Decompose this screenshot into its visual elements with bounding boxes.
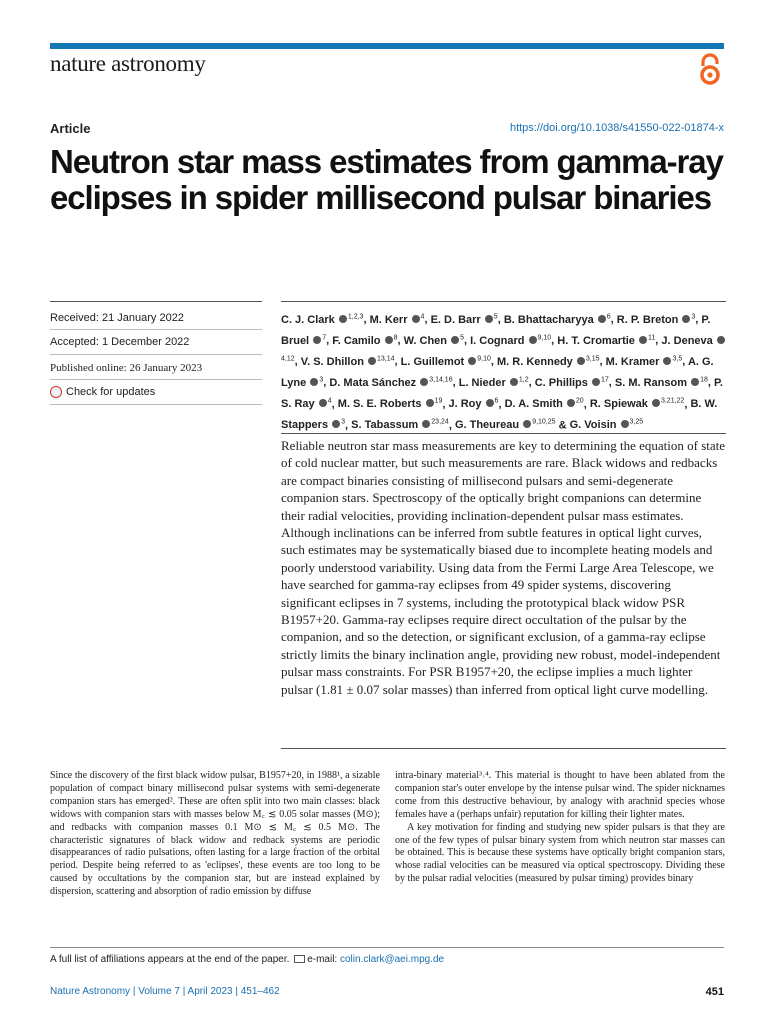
orcid-icon[interactable] [523,420,531,428]
affiliation-superscript: 11 [648,334,656,342]
footer-pages: 451–462 [240,986,280,997]
affiliation-superscript: 4,12 [281,355,295,363]
body-column-2 [395,770,725,886]
author-label: G. Theureau [454,419,520,432]
orcid-icon[interactable] [451,336,459,344]
affiliation-superscript: 17 [600,376,609,384]
author-name[interactable] [401,356,491,368]
divider [281,748,726,749]
author-name[interactable] [470,335,551,347]
author-label: J. Roy [448,398,482,411]
author-name[interactable] [404,335,464,347]
author-label: V. S. Dhillon [300,355,364,368]
page-number: 451 [705,986,724,998]
author-label: E. D. Barr [430,313,481,326]
divider [50,947,724,948]
affiliation-superscript: 8 [393,334,398,342]
author-label: D. A. Smith [504,398,563,411]
check-updates-icon [50,386,62,398]
divider [50,379,262,380]
received-date: Received: 21 January 2022 [50,312,184,324]
affiliation-superscript: 20 [575,397,584,405]
author-name[interactable] [332,335,397,347]
orcid-icon[interactable] [567,399,575,407]
author-label: M. S. E. Roberts [337,398,422,411]
orcid-icon[interactable] [682,315,690,323]
author-name[interactable] [338,398,443,410]
orcid-icon[interactable] [422,420,430,428]
author-label: W. Chen [403,334,447,347]
author-label: H. T. Cromartie [557,334,635,347]
divider [281,433,726,434]
orcid-icon[interactable] [339,315,347,323]
divider [50,329,262,330]
author-label: B. Bhattacharyya [503,313,594,326]
body-paragraph: intra-binary material³˒⁴. This material is thought to have been ablated from the companion star's outer envelope by the intense pulsar wind. The spider nicknames come from this destructive behaviour, by analogy with arachnid species whose females have a (perhaps unfair) reputation for killing their lighter mates. [395,770,725,820]
orcid-icon[interactable] [385,336,393,344]
affiliation-superscript: 9,10,25 [532,418,556,426]
author-name[interactable] [351,419,449,431]
author-name[interactable] [590,398,685,410]
orcid-icon[interactable] [426,399,434,407]
affiliation-superscript: 23,24 [431,418,449,426]
orcid-icon[interactable] [368,357,376,365]
orcid-icon[interactable] [598,315,606,323]
author-label: C. Phillips [534,377,588,390]
affiliation-superscript: 3,5 [672,355,683,363]
orcid-icon[interactable] [510,378,518,386]
author-name[interactable] [615,377,708,389]
author-label: S. M. Ransom [614,377,688,390]
author-label: D. Mata Sánchez [329,377,417,390]
affiliation-superscript: 1,2,3 [347,313,364,320]
doi-link[interactable]: https://doi.org/10.1038/s41550-022-01874-x [509,122,724,134]
orcid-icon[interactable] [577,357,585,365]
article-title: Neutron star mass estimates from gamma-ray eclipses in spider millisecond pulsar binaries [50,143,723,216]
affiliation-superscript: 6 [494,397,499,405]
orcid-icon[interactable] [486,399,494,407]
author-label: I. Cognard [470,334,525,347]
affiliation-superscript: 1,2 [518,376,529,384]
affiliation-superscript: 5 [493,313,498,320]
orcid-icon[interactable] [592,378,600,386]
footer-volume: Volume 7 [138,986,180,997]
author-label: J. Deneva [661,334,713,347]
author-label: C. J. Clark [281,313,335,326]
divider [50,301,262,302]
author-label: R. Spiewak [589,398,648,411]
accepted-date: Accepted: 1 December 2022 [50,336,190,348]
published-date: Published online: 26 January 2023 [50,362,203,374]
affiliation-superscript: 6 [606,313,611,320]
orcid-icon[interactable] [717,336,725,344]
affiliation-superscript: 5 [460,334,464,342]
author-label: P. S. Ray [281,377,723,411]
divider [281,301,726,302]
envelope-icon [294,955,305,963]
orcid-icon[interactable] [663,357,671,365]
orcid-icon[interactable] [313,336,321,344]
affiliation-superscript: 7 [322,334,327,342]
author-list: C. J. Clark $^{1,2,3}$, M. Kerr $^4$, E. D. Barr $^5$, B. Bhattacharyya $^6$, R. P. Breton $^3$, P. Bruel $^7$, F. Camilo $^8$, W. Chen $^5$, I. Cognard $^{9,10}$, H. T. Cromartie $^{11}$, J. Deneva $^{4,12}$, V. S. Dhillon $^{13,14}$, L. Guillemot $^{9,10}$, M. R. Kennedy $^{3,15}$, M. Kramer $^{3,5}$, A. G. Lyne $^3$, D. Mata Sánchez $^{3,14,16}$, L. Nieder $^{1,2}$, C. Phillips $^{17}$, S. M. Ransom $^{18}$, P. S. Ray $^4$, M. S. E. Roberts $^{19}$, J. Roy $^6$, D. A. Smith $^{20}$, R. Spiewak $^{3,21,22}$, B. W. Stappers $^3$, S. Tabassum $^{23,24}$, G. Theureau $^{9,10,25}$ & G. Voisin $^{3,25}$ [281,308,726,435]
affiliation-superscript: 3,25 [629,418,644,426]
affiliation-superscript: 3 [341,418,346,426]
orcid-icon[interactable] [468,357,476,365]
author-name[interactable] [459,377,529,389]
author-label: M. Kerr [369,313,408,326]
affiliation-superscript: 19 [434,397,443,405]
author-name[interactable] [301,356,395,368]
footnote-text: A full list of affiliations appears at the end of the paper. [50,954,290,965]
affiliation-superscript: 3,14,16 [429,376,453,384]
affiliation-superscript: 4 [420,313,425,320]
orcid-icon[interactable] [485,315,493,323]
author-name[interactable] [504,314,611,326]
author-name[interactable] [370,314,425,326]
author-label: G. Voisin [569,419,617,432]
abstract: Reliable neutron star mass measurements are key to determining the equation of state of cold nuclear matter, but such measurements are rare. Black widows and redbacks are compact binaries consisting of millisecond pulsars and semi-degenerate companion stars. Spectroscopy of the optically bright companions can determine their radial velocities, providing inclination-dependent pulsar mass estimates. Although inclinations can be inferred from subtle features in optical light curves, such estimates may be systematically biased due to incomplete heating models and poorly understood variability. Using data from the Fermi Large Area Telescope, we have searched for gamma-ray eclipses from 49 spider systems, discovering significant eclipses in 7 systems, including the prototypical black widow PSR B1957+20. Gamma-ray eclipses require direct occultation of the pulsar by the companion, and so the detection, or significant exclusion, of a gamma-ray eclipse strictly limits the binary inclination angle, providing new robust, model-independent pulsar mass constraints. For PSR B1957+20, the eclipse implies a much lighter pulsar (1.81 ± 0.07 solar masses) than inferred from optical light curve modelling. [281,438,726,697]
orcid-icon[interactable] [319,399,327,407]
email-label: e-mail: [307,954,338,965]
author-label: P. Bruel [281,313,711,347]
journal-header-bar [50,43,724,49]
author-label: M. Kramer [605,355,660,368]
author-label: F. Camilo [332,334,381,347]
article-type: Article [50,121,91,136]
orcid-icon[interactable] [420,378,428,386]
author-label: L. Guillemot [400,355,465,368]
divider [50,404,262,405]
orcid-icon[interactable] [332,420,340,428]
body-column-1: Since the discovery of the first black widow pulsar, B1957+20, in 1988¹, a sizable population of compact binary millisecond pulsar systems with semi-degenerate companion stars has emerged². These are often split into two main classes: black widows with companion stars with masses below M꜀ ≲ 0.05 solar masses (M⊙); and redbacks with companion masses 0.1 M⊙ ≲ M꜀ ≲ 0.5 M⊙. The characteristic signatures of black widow and redback systems are periodic disappearances of radio pulsations, often lasting for a large fraction of the orbital period. Despite being referred to as 'eclipses', these events are too long to be caused by occultations by the companion star, but are instead explained by dispersion, scattering and absorption of radio emission by diffuse [50,770,380,898]
author-name[interactable] [557,335,655,347]
footer-journal[interactable]: Nature Astronomy [50,986,131,997]
author-label: S. Tabassum [351,419,419,432]
author-name[interactable] [617,314,696,326]
author-name[interactable] [497,356,599,368]
orcid-icon[interactable] [652,399,660,407]
orcid-icon[interactable] [621,420,629,428]
author-label: L. Nieder [458,377,506,390]
author-label: R. P. Breton [616,313,679,326]
affiliation-superscript: 9,10 [537,334,552,342]
check-updates-button[interactable] [50,386,155,398]
body-paragraph: A key motivation for finding and studying new spider pulsars is that they are one of the few types of pulsar binary system from which neutron star masses can be obtained. This is because these systems have optically bright companion stars, whose radial velocities can be measured via optical spectroscopy. Dividing these by the pulsar radial velocities (measured by pulsar timing) provides binary [395,821,725,885]
footer-citation: Nature Astronomy | Volume 7 | April 2023 | 451–462 [50,986,280,997]
email-link[interactable]: colin.clark@aei.mpg.de [340,954,445,965]
affiliation-superscript: 4 [327,397,332,405]
orcid-icon[interactable] [639,336,647,344]
check-updates-label: Check for updates [66,386,156,398]
author-name[interactable] [505,398,584,410]
journal-name[interactable]: nature astronomy [50,51,206,76]
open-access-icon[interactable] [697,52,723,86]
author-label: M. R. Kennedy [497,355,573,368]
author-name[interactable] [570,419,644,431]
affiliation-footnote [50,954,444,965]
orcid-icon[interactable] [412,315,420,323]
affiliation-superscript: 18 [700,376,708,384]
affiliation-superscript: 9,10 [477,355,491,363]
author-name[interactable] [448,398,498,410]
affiliation-superscript: 3,15 [585,355,600,363]
author-name[interactable] [281,314,363,326]
divider [50,354,262,355]
orcid-icon[interactable] [691,378,699,386]
affiliation-superscript: 13,14 [376,355,395,363]
author-name[interactable] [535,377,609,389]
author-name[interactable] [329,377,452,389]
author-name[interactable] [431,314,498,326]
author-label: B. W. Stappers [281,398,718,432]
orcid-icon[interactable] [529,336,537,344]
author-name[interactable] [455,419,556,431]
author-name[interactable] [606,356,683,368]
orcid-icon[interactable] [310,378,318,386]
affiliation-superscript: 3 [319,376,324,384]
affiliation-superscript: 3,21,22 [660,397,685,405]
affiliation-superscript: 3 [691,313,696,320]
footer-date: April 2023 [187,986,233,997]
author-label: A. G. Lyne [281,355,714,390]
